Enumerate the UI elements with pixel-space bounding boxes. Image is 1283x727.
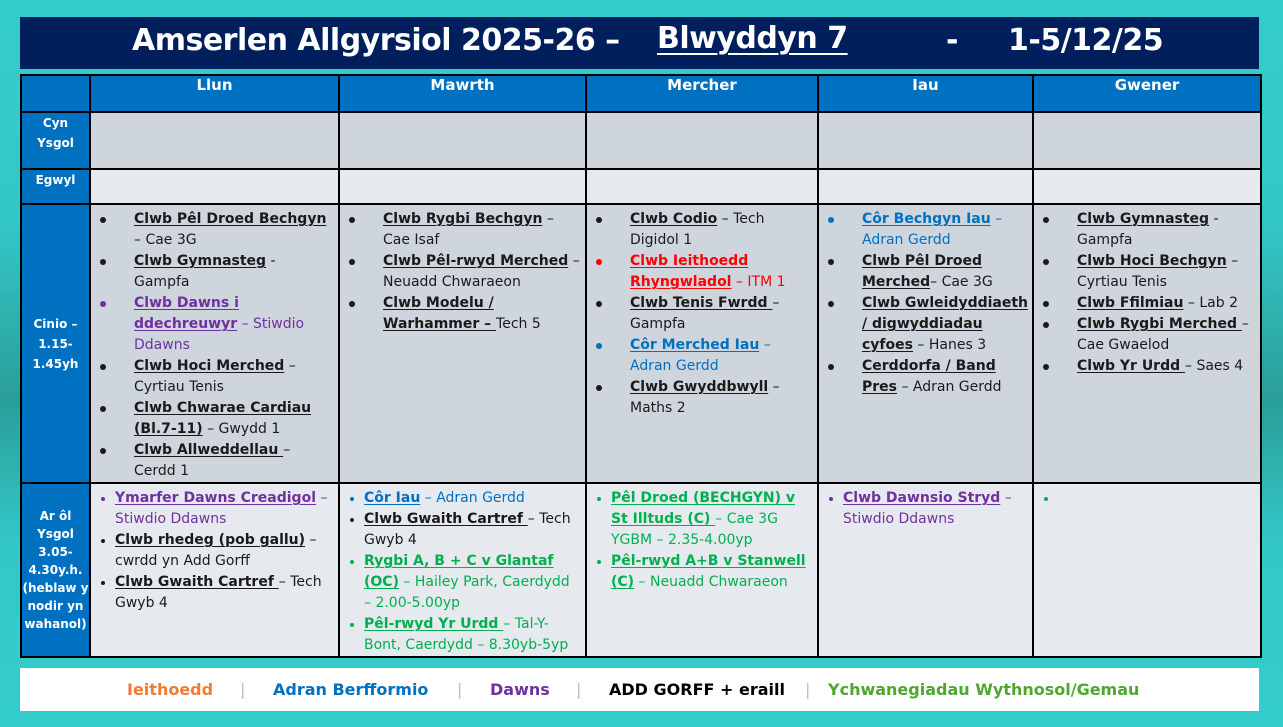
activity-name: Clwb Gwaith Cartref xyxy=(364,511,528,527)
cell-after-iau xyxy=(818,483,1033,657)
cell-after-llun xyxy=(90,483,339,657)
timetable xyxy=(20,74,1262,658)
title-year: Blwyddyn 7 xyxy=(657,21,848,56)
activity-name: Côr Bechgyn Iau xyxy=(862,211,991,227)
activity-item xyxy=(1040,488,1256,509)
activity-location: – Lab 2 xyxy=(1183,295,1238,311)
activity-item xyxy=(97,293,334,356)
title-dash: - xyxy=(946,23,959,58)
activity-name: Pêl-rwyd A+B v Stanwell (C) xyxy=(611,553,806,590)
activity-item xyxy=(97,572,334,614)
activity-name: Clwb Gymnasteg xyxy=(134,253,267,269)
label-line: Cinio – xyxy=(33,316,78,331)
day-header-mercher: Mercher xyxy=(586,75,818,112)
activity-name: Clwb Dawns i ddechreuwyr xyxy=(134,295,239,332)
activity-name: Clwb Hoci Merched xyxy=(134,358,285,374)
legend-separator: | xyxy=(240,680,246,699)
activity-item xyxy=(593,209,813,251)
cell-cinio-llun xyxy=(90,204,339,483)
cell-cyn-iau xyxy=(818,112,1033,169)
activity-location: – Cae Isaf xyxy=(383,211,554,248)
activity-item xyxy=(346,614,581,656)
activity-location: – Saes 4 xyxy=(1185,358,1244,374)
activity-name: Clwb rhedeg (pob gallu) xyxy=(115,532,306,548)
activity-location: – cwrdd yn Add Gorff xyxy=(115,532,317,569)
row-label-cyn-ysgol xyxy=(21,112,90,169)
activity-name: Clwb Codio xyxy=(630,211,718,227)
header-row xyxy=(21,75,1261,112)
activity-location: – Adran Gerdd xyxy=(420,490,525,506)
cell-egwyl-mercher xyxy=(586,169,818,204)
label-line: 3.05- xyxy=(38,545,73,559)
row-ar-ol-ysgol xyxy=(21,483,1261,657)
cell-after-mercher xyxy=(586,483,818,657)
cell-egwyl-mawrth xyxy=(339,169,586,204)
activity-item xyxy=(1040,209,1256,251)
activity-list xyxy=(1034,484,1260,509)
activity-item xyxy=(97,398,334,440)
label-line: Cyn xyxy=(42,116,69,130)
day-header-llun: Llun xyxy=(90,75,339,112)
activity-name: Clwb Pêl Droed Merched xyxy=(862,253,982,290)
activity-location: – Stiwdio Ddawns xyxy=(115,490,328,527)
legend-bar xyxy=(20,668,1259,711)
cell-cinio-mercher xyxy=(586,204,818,483)
row-egwyl xyxy=(21,169,1261,204)
activity-item xyxy=(97,209,334,251)
activity-item xyxy=(97,488,334,530)
activity-list xyxy=(91,484,338,614)
activity-list xyxy=(819,484,1032,530)
activity-location: – Tech Gwyb 4 xyxy=(115,574,322,611)
cell-cyn-llun xyxy=(90,112,339,169)
title-dates: 1-5/12/25 xyxy=(1008,23,1164,58)
activity-location: – Stiwdio Ddawns xyxy=(134,316,305,353)
activity-item xyxy=(825,209,1028,251)
cell-cyn-mercher xyxy=(586,112,818,169)
cell-egwyl-llun xyxy=(90,169,339,204)
activity-item xyxy=(1040,356,1256,377)
day-header-iau: Iau xyxy=(818,75,1033,112)
activity-location: – Adran Gerdd xyxy=(897,379,1002,395)
row-label-cinio xyxy=(21,204,90,483)
activity-name: Clwb Gymnasteg xyxy=(1077,211,1210,227)
activity-name: Clwb Dawnsio Stryd xyxy=(843,490,1001,506)
legend-add-gorff: ADD GORFF + eraill xyxy=(609,680,785,699)
activity-name: Pêl Droed (BECHGYN) v St Illtuds (C) xyxy=(611,490,796,527)
day-header-mawrth: Mawrth xyxy=(339,75,586,112)
activity-item xyxy=(1040,293,1256,314)
activity-name: Clwb Chwarae Cardiau (Bl.7-11) xyxy=(134,400,312,437)
activity-location: – Cae 3G xyxy=(930,274,993,290)
activity-location: – Neuadd Chwaraeon xyxy=(383,253,580,290)
activity-list xyxy=(340,484,585,656)
activity-location: – ITM 1 xyxy=(731,274,786,290)
activity-name: Clwb Gwyddbwyll xyxy=(630,379,769,395)
activity-item xyxy=(593,293,813,335)
activity-name: Clwb Pêl Droed Bechgyn xyxy=(134,211,327,227)
label-line: Ysgol xyxy=(37,136,74,150)
activity-item xyxy=(97,356,334,398)
activity-location: – Cae 3G xyxy=(134,232,197,248)
activity-item xyxy=(825,293,1028,356)
activity-name: Ymarfer Dawns Creadigol xyxy=(115,490,316,506)
activity-list xyxy=(340,205,585,335)
activity-location: - Gampfa xyxy=(1077,211,1219,248)
cell-cyn-mawrth xyxy=(339,112,586,169)
label-line: Ar ôl xyxy=(39,509,72,523)
day-header-gwener: Gwener xyxy=(1033,75,1261,112)
corner-cell xyxy=(21,75,90,112)
activity-item xyxy=(346,209,581,251)
activity-location: Tech 5 xyxy=(496,316,541,332)
legend-separator: | xyxy=(805,680,811,699)
activity-list xyxy=(587,205,817,419)
activity-item xyxy=(593,551,813,593)
activity-location: – Gwydd 1 xyxy=(202,421,281,437)
legend-adran-berfformio: Adran Berfformio xyxy=(273,680,429,699)
activity-name: Clwb Modelu / Warhammer – xyxy=(383,295,497,332)
activity-list xyxy=(91,205,338,482)
activity-item xyxy=(825,251,1028,293)
title-bar xyxy=(20,17,1259,69)
cell-cinio-mawrth xyxy=(339,204,586,483)
activity-location: – Cae 3G YGBM – 2.35-4.00yp xyxy=(611,511,778,548)
activity-name: Clwb Gwleidyddiaeth / digwyddiadau cyfoes xyxy=(862,295,1029,353)
activity-name: Côr Merched Iau xyxy=(630,337,760,353)
activity-location: – Hanes 3 xyxy=(912,337,987,353)
activity-name: Clwb Ieithoedd Rhyngwladol xyxy=(630,253,749,290)
activity-name: Clwb Hoci Bechgyn xyxy=(1077,253,1227,269)
legend-separator: | xyxy=(576,680,582,699)
label-line: (heblaw y xyxy=(22,581,89,595)
activity-item xyxy=(593,251,813,293)
activity-item xyxy=(97,251,334,293)
row-label-ar-ol-ysgol xyxy=(21,483,90,657)
activity-item xyxy=(97,530,334,572)
row-label-egwyl: Egwyl xyxy=(21,169,90,204)
activity-location: – Cae Gwaelod xyxy=(1077,316,1249,353)
activity-location: – Adran Gerdd xyxy=(862,211,1003,248)
label-line: wahanol) xyxy=(24,617,87,631)
activity-name: Pêl-rwyd Yr Urdd xyxy=(364,616,504,632)
activity-location: – Cerdd 1 xyxy=(134,442,291,479)
activity-item xyxy=(593,377,813,419)
legend-dawns: Dawns xyxy=(490,680,550,699)
activity-location: – Maths 2 xyxy=(630,379,780,416)
cell-cinio-gwener xyxy=(1033,204,1261,483)
cell-after-mawrth xyxy=(339,483,586,657)
activity-name: Cerddorfa / Band Pres xyxy=(862,358,996,395)
activity-name: Clwb Allweddellau xyxy=(134,442,284,458)
activity-name: Clwb Pêl-rwyd Merched xyxy=(383,253,569,269)
row-cyn-ysgol xyxy=(21,112,1261,169)
cell-egwyl-iau xyxy=(818,169,1033,204)
activity-list xyxy=(587,484,817,593)
activity-item xyxy=(1040,314,1256,356)
activity-item xyxy=(346,488,581,509)
title-main: Amserlen Allgyrsiol 2025-26 – xyxy=(132,23,620,58)
legend-ieithoedd: Ieithoedd xyxy=(127,680,214,699)
activity-item xyxy=(97,440,334,482)
activity-name: Clwb Yr Urdd xyxy=(1077,358,1186,374)
cell-cinio-iau xyxy=(818,204,1033,483)
activity-item xyxy=(593,488,813,551)
legend-separator: | xyxy=(457,680,463,699)
activity-item xyxy=(1040,251,1256,293)
activity-name: Clwb Rygbi Bechgyn xyxy=(383,211,543,227)
label-line: 4.30y.h. xyxy=(28,563,83,577)
activity-location: – Adran Gerdd xyxy=(630,337,771,374)
activity-item xyxy=(825,488,1028,530)
activity-location: – Stiwdio Ddawns xyxy=(843,490,1012,527)
activity-location: - Gampfa xyxy=(134,253,276,290)
activity-name: Clwb Tenis Fwrdd xyxy=(630,295,773,311)
activity-name: Rygbi A, B + C v Glantaf (OC) xyxy=(364,553,554,590)
cell-egwyl-gwener xyxy=(1033,169,1261,204)
row-cinio xyxy=(21,204,1261,483)
cell-cyn-gwener xyxy=(1033,112,1261,169)
activity-name: Clwb Rygbi Merched xyxy=(1077,316,1242,332)
label-line: nodir yn xyxy=(27,599,84,613)
activity-location: – Hailey Park, Caerdydd – 2.00-5.00yp xyxy=(364,574,570,611)
activity-list xyxy=(1034,205,1260,377)
activity-name: Clwb Gwaith Cartref xyxy=(115,574,279,590)
activity-item xyxy=(346,251,581,293)
activity-item xyxy=(593,335,813,377)
activity-item xyxy=(346,551,581,614)
cell-after-gwener xyxy=(1033,483,1261,657)
activity-location: – Cyrtiau Tenis xyxy=(1077,253,1239,290)
activity-item xyxy=(825,356,1028,398)
activity-location: – Tech Digidol 1 xyxy=(630,211,765,248)
activity-name: Côr Iau xyxy=(364,490,421,506)
activity-location: – Tal-Y-Bont, Caerdydd – 8.30yb-5yp xyxy=(364,616,569,653)
activity-location: – Neuadd Chwaraeon xyxy=(634,574,788,590)
activity-item xyxy=(346,293,581,335)
activity-item xyxy=(346,509,581,551)
label-line: Ysgol xyxy=(37,527,74,541)
label-line: 1.45yh xyxy=(32,356,79,371)
activity-list xyxy=(819,205,1032,398)
label-line: 1.15- xyxy=(38,336,73,351)
activity-location: – Cyrtiau Tenis xyxy=(134,358,296,395)
activity-name: Clwb Ffilmiau xyxy=(1077,295,1184,311)
activity-location: – Tech Gwyb 4 xyxy=(364,511,571,548)
activity-location: – Gampfa xyxy=(630,295,780,332)
legend-ychwanegiadau: Ychwanegiadau Wythnosol/Gemau xyxy=(828,680,1140,699)
